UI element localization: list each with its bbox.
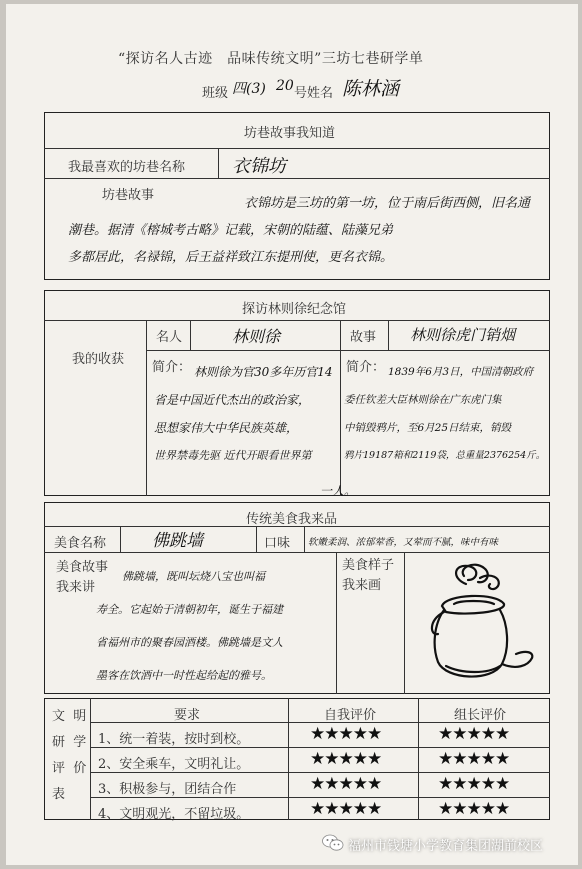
food-story-text [96, 560, 332, 692]
divider [336, 552, 337, 694]
intro-label-right: 简介： [346, 360, 386, 375]
side-char: 表 [52, 787, 66, 802]
section-memorial-heading: 探访林则徐纪念馆 [242, 302, 347, 317]
class-value: 四(3) [232, 81, 266, 97]
food-story-line: 墨客在饮酒中一时性起给起的雅号。 [96, 669, 272, 682]
food-story-label-line: 美食故事 [56, 560, 109, 575]
divider [44, 178, 550, 179]
requirement-item: 4、文明观光，不留垃圾。 [98, 807, 250, 822]
side-char: 评 [52, 761, 66, 776]
watermark-text: 福州市钱塘小学教育集团湖前校区 [348, 839, 544, 854]
food-look-label [342, 556, 394, 596]
food-look-label-line: 我来画 [342, 578, 382, 593]
divider [304, 526, 305, 552]
taste-label: 口味 [264, 536, 291, 551]
divider [288, 698, 289, 820]
leader-rating-stars: ★★★★★ [438, 724, 510, 744]
divider [44, 320, 550, 321]
lane-story-text [68, 190, 546, 271]
lane-story-line: 潮巷。据清《榕城考古略》记载，宋朝的陆蕴、陆藻兄弟 [68, 223, 394, 238]
self-rating-stars: ★★★★★ [310, 799, 382, 819]
food-name-label: 美食名称 [54, 536, 107, 551]
lane-story-label: 坊巷故事 [102, 188, 155, 203]
intro-left-line: 思想家伟大中华民族英雄， [154, 421, 299, 435]
taste-value: 软嫩柔润、浓郁荤香，又荤而不腻，味中有味 [308, 537, 499, 548]
header-leader-evaluation: 组长评价 [454, 708, 507, 723]
intro-left-line: 林则徐为官30多年历官14 [194, 365, 333, 379]
watermark [322, 832, 578, 856]
header-requirement: 要求 [174, 708, 201, 723]
leader-rating-stars: ★★★★★ [438, 749, 510, 769]
story-label: 故事 [350, 330, 377, 345]
student-name: 陈林涵 [342, 78, 400, 100]
story-value: 林则徐虎门销烟 [410, 326, 516, 344]
student-info-line [202, 74, 422, 100]
divider [218, 148, 219, 178]
lane-story-line: 衣锦坊是三坊的第一坊，位于南后街西侧，旧名通 [244, 196, 531, 211]
worksheet-paper [6, 4, 578, 865]
person-label: 名人 [156, 330, 183, 345]
divider [146, 320, 147, 496]
side-char: 学 [73, 735, 87, 750]
intro-left-line: 世界禁毒先驱 近代开眼看世界第 [154, 449, 312, 462]
section-food-heading: 传统美食我来品 [246, 512, 338, 527]
divider [120, 526, 121, 552]
divider [340, 320, 341, 496]
worksheet-title: “探访名人古迹 品味传统文明”三坊七巷研学单 [118, 51, 424, 67]
intro-right-line: 鸦片19187箱和2119袋，总重量2376254斤。 [344, 450, 546, 461]
divider [44, 148, 550, 149]
divider [90, 797, 550, 798]
divider [418, 698, 419, 820]
divider [90, 698, 91, 820]
food-drawing [406, 554, 546, 692]
intro-right-line: 1839年6月3日，中国清朝政府 [388, 366, 534, 378]
self-rating-stars: ★★★★★ [310, 724, 382, 744]
favorite-lane-value: 衣锦坊 [232, 156, 286, 177]
intro-right-text [344, 358, 548, 470]
divider [146, 350, 550, 351]
food-story-label-line: 我来讲 [56, 580, 96, 595]
section-lane-story-heading: 坊巷故事我知道 [244, 126, 336, 141]
leader-rating-stars: ★★★★★ [438, 774, 510, 794]
leader-rating-stars: ★★★★★ [438, 799, 510, 819]
favorite-lane-label: 我最喜欢的坊巷名称 [68, 160, 186, 175]
name-label: 号姓名 [294, 86, 334, 101]
divider [388, 320, 389, 350]
food-name-value: 佛跳墙 [152, 531, 203, 551]
header-self-evaluation: 自我评价 [324, 708, 377, 723]
person-value: 林则徐 [232, 327, 281, 346]
divider [44, 552, 550, 553]
side-char: 文 [52, 709, 66, 724]
intro-left-line: 省是中国近代杰出的政治家， [154, 393, 311, 407]
self-rating-stars: ★★★★★ [310, 749, 382, 769]
food-story-line: 省福州市的聚春园酒楼。佛跳墙是文人 [96, 636, 283, 649]
lane-story-line: 多都居此，名禄锦，后王益祥致江东提刑使，更名衣锦。 [68, 250, 394, 265]
number-value: 20 [276, 78, 294, 94]
intro-label-left: 简介： [152, 360, 192, 375]
side-char: 研 [52, 735, 66, 750]
intro-right-line: 中销毁鸦片，至6月25日结束，销毁 [344, 422, 512, 434]
side-char: 价 [73, 761, 87, 776]
class-label: 班级 [202, 86, 229, 101]
collection-label: 我的收获 [72, 352, 125, 367]
food-story-line: 佛跳墙，既叫坛烧八宝也叫福 [122, 570, 265, 583]
self-rating-stars: ★★★★★ [310, 774, 382, 794]
food-look-label-line: 美食样子 [342, 558, 395, 573]
evaluation-side-label [52, 704, 86, 808]
divider [404, 552, 405, 694]
side-char: 明 [73, 709, 87, 724]
intro-left-line: 一人。 [320, 484, 357, 498]
divider [90, 772, 550, 773]
divider [90, 747, 550, 748]
divider [256, 526, 257, 552]
food-story-line: 寿全。它起始于清朝初年，诞生于福建 [96, 603, 283, 616]
requirement-item: 2、安全乘车，文明礼让。 [98, 757, 250, 772]
requirement-item: 1、统一着装，按时到校。 [98, 732, 250, 747]
intro-right-line: 委任钦差大臣林则徐在广东虎门集 [344, 394, 502, 406]
intro-left-text [154, 358, 340, 470]
divider [190, 320, 191, 350]
requirement-item: 3、积极参与，团结合作 [98, 782, 237, 797]
wechat-icon [322, 834, 344, 852]
